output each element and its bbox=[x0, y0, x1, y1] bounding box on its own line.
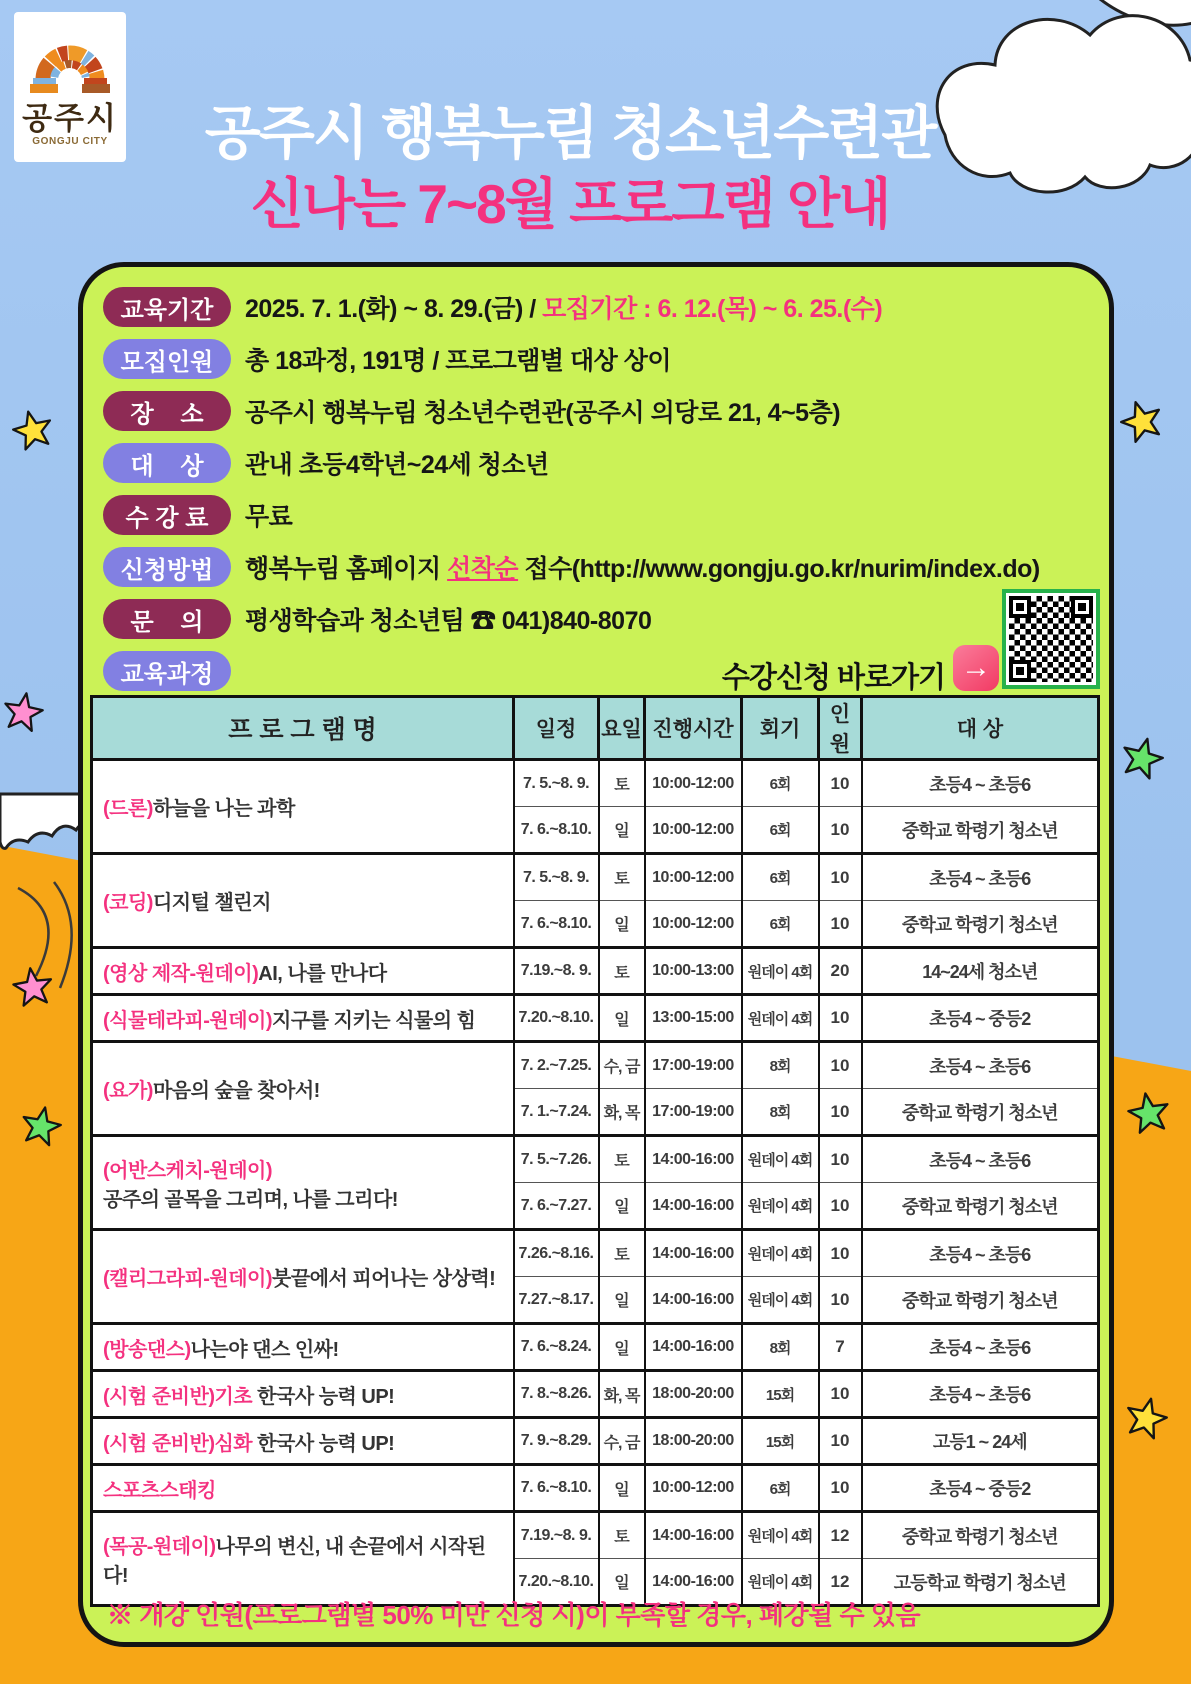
program-row bbox=[92, 995, 1099, 1042]
capacity-cell: 10 bbox=[819, 1089, 862, 1136]
program-row bbox=[92, 1230, 1099, 1277]
info-label-pill: 장 소 bbox=[103, 391, 231, 431]
program-prefix: (방송댄스) bbox=[103, 1338, 191, 1361]
page-title: 공주시 행복누림 청소년수련관 bbox=[204, 101, 936, 166]
schedule-cell: 7.26.~8.16. bbox=[514, 1230, 599, 1277]
info-text bbox=[245, 289, 882, 325]
program-name-cell bbox=[92, 854, 514, 948]
day-cell: 일 bbox=[599, 901, 645, 948]
program-prefix: (시험 준비반)기초 bbox=[103, 1385, 253, 1408]
capacity-cell: 10 bbox=[819, 1371, 862, 1418]
day-cell: 일 bbox=[599, 1465, 645, 1512]
schedule-cell: 7. 5.~8. 9. bbox=[514, 854, 599, 901]
schedule-cell: 7. 1.~7.24. bbox=[514, 1089, 599, 1136]
program-prefix: (영상 제작-원데이) bbox=[103, 962, 259, 985]
program-row bbox=[92, 1465, 1099, 1512]
time-cell: 17:00-19:00 bbox=[645, 1089, 742, 1136]
schedule-cell: 7.19.~8. 9. bbox=[514, 1512, 599, 1559]
day-cell: 수, 금 bbox=[599, 1042, 645, 1089]
program-row bbox=[92, 760, 1099, 807]
program-title: 마음의 숲을 찾아서! bbox=[152, 1080, 320, 1102]
program-prefix: (캘리그라피-원데이) bbox=[103, 1268, 273, 1290]
star-icon bbox=[0, 686, 50, 739]
program-name-cell bbox=[92, 1512, 514, 1606]
star-icon bbox=[1112, 392, 1172, 452]
star-icon bbox=[5, 403, 61, 459]
sessions-cell: 8회 bbox=[742, 1089, 819, 1136]
page-subtitle: 신나는 7~8월 프로그램 안내 bbox=[250, 173, 890, 235]
info-text bbox=[245, 341, 671, 377]
sessions-cell: 15회 bbox=[742, 1371, 819, 1418]
program-title: 한국사 능력 UP! bbox=[252, 1385, 395, 1408]
day-cell: 토 bbox=[599, 854, 645, 901]
capacity-cell: 10 bbox=[819, 901, 862, 948]
program-title: 붓끝에서 피어나는 상상력! bbox=[272, 1268, 496, 1290]
time-cell: 14:00-16:00 bbox=[645, 1559, 742, 1606]
target-cell: 고등학교 학령기 청소년 bbox=[862, 1559, 1099, 1606]
sessions-cell: 원데이 4회 bbox=[742, 1183, 819, 1230]
target-cell: 초등4 ~ 초등6 bbox=[862, 1042, 1099, 1089]
schedule-cell: 7. 6.~8.10. bbox=[514, 901, 599, 948]
time-cell: 14:00-16:00 bbox=[645, 1183, 742, 1230]
sessions-cell: 8회 bbox=[742, 1042, 819, 1089]
plain-text: 관내 초등4학년~24세 청소년 bbox=[245, 451, 549, 479]
program-title: 디지털 챌린지 bbox=[152, 892, 271, 914]
program-name-cell bbox=[92, 948, 514, 995]
program-name-cell bbox=[92, 1136, 514, 1230]
schedule-cell: 7. 6.~8.10. bbox=[514, 1465, 599, 1512]
info-text bbox=[245, 497, 292, 533]
day-cell: 일 bbox=[599, 1277, 645, 1324]
schedule-cell: 7. 8.~8.26. bbox=[514, 1371, 599, 1418]
info-row bbox=[103, 541, 1093, 593]
program-title: AI, 나를 만나다 bbox=[258, 962, 387, 985]
target-cell: 고등1 ~ 24세 bbox=[862, 1418, 1099, 1465]
plain-text: 무료 bbox=[245, 503, 293, 531]
program-prefix: (식물테라피-원데이) bbox=[103, 1009, 273, 1032]
sessions-cell: 6회 bbox=[742, 760, 819, 807]
capacity-cell: 12 bbox=[819, 1512, 862, 1559]
info-label-pill: 교육기간 bbox=[103, 287, 231, 327]
program-prefix: 스포츠스태킹 bbox=[103, 1479, 216, 1502]
signup-cta-label: 수강신청 바로가기 bbox=[721, 662, 945, 694]
day-cell: 토 bbox=[599, 1230, 645, 1277]
time-cell: 10:00-12:00 bbox=[645, 760, 742, 807]
logo-city-name-en: GONGJU CITY bbox=[32, 136, 108, 147]
logo-city-name: 공주시 bbox=[22, 101, 118, 136]
plain-text: 공주시 행복누림 청소년수련관(공주시 의당로 21, 4~5층) bbox=[245, 399, 841, 427]
schedule-cell: 7. 6.~7.27. bbox=[514, 1183, 599, 1230]
highlighted-text: 모집기간 : 6. 12.(목) ~ 6. 25.(수) bbox=[542, 295, 883, 323]
capacity-cell: 10 bbox=[819, 807, 862, 854]
column-header: 일정 bbox=[514, 697, 599, 760]
program-prefix: (어반스케치-원데이) bbox=[103, 1159, 273, 1182]
schedule-cell: 7. 5.~8. 9. bbox=[514, 760, 599, 807]
program-title: 나무의 변신, 내 손끝에서 시작된다! bbox=[103, 1535, 486, 1587]
time-cell: 18:00-20:00 bbox=[645, 1371, 742, 1418]
target-cell: 중학교 학령기 청소년 bbox=[862, 901, 1099, 948]
sessions-cell: 원데이 4회 bbox=[742, 1230, 819, 1277]
program-table bbox=[90, 695, 1100, 1607]
day-cell: 토 bbox=[599, 1512, 645, 1559]
program-prefix: (시험 준비반)심화 bbox=[103, 1432, 253, 1455]
program-title: 하늘을 나는 과학 bbox=[152, 798, 295, 820]
target-cell: 초등4 ~ 초등6 bbox=[862, 760, 1099, 807]
column-header: 요일 bbox=[599, 697, 645, 760]
info-rows bbox=[103, 281, 1093, 697]
capacity-cell: 12 bbox=[819, 1559, 862, 1606]
column-header: 인원 bbox=[819, 697, 862, 760]
program-row bbox=[92, 1136, 1099, 1183]
time-cell: 10:00-12:00 bbox=[645, 807, 742, 854]
info-row bbox=[103, 333, 1093, 385]
capacity-cell: 10 bbox=[819, 1183, 862, 1230]
schedule-cell: 7. 9.~8.29. bbox=[514, 1418, 599, 1465]
program-title: 공주의 골목을 그리며, 나를 그리다! bbox=[103, 1188, 398, 1211]
info-row bbox=[103, 385, 1093, 437]
program-prefix: (드론) bbox=[103, 798, 153, 820]
qr-pattern bbox=[1009, 596, 1093, 682]
footer-note: ※ 개강 인원(프로그램별 50% 미만 신청 시)이 부족할 경우, 폐강될 수 있음 bbox=[107, 1600, 921, 1630]
arrow-right-icon: → bbox=[961, 651, 991, 684]
program-name-cell bbox=[92, 1371, 514, 1418]
time-cell: 18:00-20:00 bbox=[645, 1418, 742, 1465]
sessions-cell: 원데이 4회 bbox=[742, 948, 819, 995]
schedule-cell: 7. 2.~7.25. bbox=[514, 1042, 599, 1089]
program-prefix: (요가) bbox=[103, 1080, 153, 1102]
time-cell: 10:00-12:00 bbox=[645, 1465, 742, 1512]
program-row bbox=[92, 1418, 1099, 1465]
column-header: 진행시간 bbox=[645, 697, 742, 760]
target-cell: 14~24세 청소년 bbox=[862, 948, 1099, 995]
program-name-cell bbox=[92, 1230, 514, 1324]
program-prefix: (목공-원데이) bbox=[103, 1535, 216, 1558]
capacity-cell: 10 bbox=[819, 1465, 862, 1512]
day-cell: 토 bbox=[599, 948, 645, 995]
target-cell: 초등4 ~ 초등6 bbox=[862, 1136, 1099, 1183]
column-header: 대 상 bbox=[862, 697, 1099, 760]
target-cell: 초등4 ~ 중등2 bbox=[862, 995, 1099, 1042]
table-header-row bbox=[92, 697, 1099, 760]
plain-text: 평생학습과 청소년팀 ☎ 041)840-8070 bbox=[245, 607, 652, 635]
capacity-cell: 20 bbox=[819, 948, 862, 995]
capacity-cell: 10 bbox=[819, 1230, 862, 1277]
info-label-pill: 모집인원 bbox=[103, 339, 231, 379]
program-name-cell bbox=[92, 1418, 514, 1465]
time-cell: 14:00-16:00 bbox=[645, 1136, 742, 1183]
program-title: 지구를 지키는 식물의 힘 bbox=[272, 1009, 476, 1032]
schedule-cell: 7. 6.~8.10. bbox=[514, 807, 599, 854]
time-cell: 14:00-16:00 bbox=[645, 1512, 742, 1559]
star-icon bbox=[1113, 730, 1172, 789]
time-cell: 13:00-15:00 bbox=[645, 995, 742, 1042]
schedule-cell: 7.19.~8. 9. bbox=[514, 948, 599, 995]
sessions-cell: 원데이 4회 bbox=[742, 1512, 819, 1559]
info-row bbox=[103, 593, 1093, 645]
highlighted-text: 선착순 bbox=[447, 555, 519, 583]
info-row bbox=[103, 489, 1093, 541]
capacity-cell: 10 bbox=[819, 1136, 862, 1183]
schedule-cell: 7. 6.~8.24. bbox=[514, 1324, 599, 1371]
time-cell: 14:00-16:00 bbox=[645, 1324, 742, 1371]
time-cell: 10:00-12:00 bbox=[645, 854, 742, 901]
day-cell: 화, 목 bbox=[599, 1371, 645, 1418]
target-cell: 중학교 학령기 청소년 bbox=[862, 1277, 1099, 1324]
day-cell: 수, 금 bbox=[599, 1418, 645, 1465]
time-cell: 10:00-13:00 bbox=[645, 948, 742, 995]
schedule-cell: 7.20.~8.10. bbox=[514, 995, 599, 1042]
info-text bbox=[245, 601, 651, 637]
time-cell: 10:00-12:00 bbox=[645, 901, 742, 948]
column-header: 회기 bbox=[742, 697, 819, 760]
program-title: 나는야 댄스 인싸! bbox=[190, 1338, 339, 1361]
capacity-cell: 10 bbox=[819, 995, 862, 1042]
sessions-cell: 6회 bbox=[742, 901, 819, 948]
time-cell: 14:00-16:00 bbox=[645, 1230, 742, 1277]
day-cell: 토 bbox=[599, 760, 645, 807]
star-icon bbox=[14, 1100, 69, 1155]
capacity-cell: 10 bbox=[819, 760, 862, 807]
info-row bbox=[103, 281, 1093, 333]
target-cell: 초등4 ~ 초등6 bbox=[862, 1230, 1099, 1277]
info-panel bbox=[78, 262, 1114, 1647]
target-cell: 중학교 학령기 청소년 bbox=[862, 807, 1099, 854]
program-row bbox=[92, 1042, 1099, 1089]
star-icon bbox=[1121, 1086, 1177, 1142]
schedule-cell: 7. 5.~7.26. bbox=[514, 1136, 599, 1183]
program-title: 한국사 능력 UP! bbox=[252, 1432, 395, 1455]
info-label-pill: 수 강 료 bbox=[103, 495, 231, 535]
program-row bbox=[92, 1371, 1099, 1418]
target-cell: 초등4 ~ 초등6 bbox=[862, 1371, 1099, 1418]
sessions-cell: 원데이 4회 bbox=[742, 1136, 819, 1183]
program-name-cell bbox=[92, 760, 514, 854]
target-cell: 초등4 ~ 초등6 bbox=[862, 1324, 1099, 1371]
info-text bbox=[245, 549, 1040, 585]
qr-code[interactable] bbox=[1002, 589, 1100, 689]
capacity-cell: 10 bbox=[819, 1418, 862, 1465]
info-label-pill: 문 의 bbox=[103, 599, 231, 639]
plain-text: 2025. 7. 1.(화) ~ 8. 29.(금) / bbox=[245, 295, 543, 323]
program-row bbox=[92, 854, 1099, 901]
sessions-cell: 원데이 4회 bbox=[742, 995, 819, 1042]
time-cell: 17:00-19:00 bbox=[645, 1042, 742, 1089]
day-cell: 일 bbox=[599, 995, 645, 1042]
program-prefix: (코딩) bbox=[103, 892, 153, 914]
target-cell: 중학교 학령기 청소년 bbox=[862, 1183, 1099, 1230]
sessions-cell: 6회 bbox=[742, 807, 819, 854]
sessions-cell: 원데이 4회 bbox=[742, 1277, 819, 1324]
day-cell: 일 bbox=[599, 1183, 645, 1230]
sessions-cell: 6회 bbox=[742, 854, 819, 901]
target-cell: 초등4 ~ 초등6 bbox=[862, 854, 1099, 901]
sessions-cell: 15회 bbox=[742, 1418, 819, 1465]
time-cell: 14:00-16:00 bbox=[645, 1277, 742, 1324]
column-header: 프 로 그 램 명 bbox=[92, 697, 514, 760]
capacity-cell: 10 bbox=[819, 1042, 862, 1089]
sessions-cell: 원데이 4회 bbox=[742, 1559, 819, 1606]
info-label-pill: 신청방법 bbox=[103, 547, 231, 587]
day-cell: 토 bbox=[599, 1136, 645, 1183]
sessions-cell: 6회 bbox=[742, 1465, 819, 1512]
program-row bbox=[92, 948, 1099, 995]
capacity-cell: 10 bbox=[819, 1277, 862, 1324]
sessions-cell: 8회 bbox=[742, 1324, 819, 1371]
target-cell: 초등4 ~ 중등2 bbox=[862, 1465, 1099, 1512]
program-row bbox=[92, 1512, 1099, 1559]
day-cell: 화, 목 bbox=[599, 1089, 645, 1136]
info-text bbox=[245, 445, 549, 481]
day-cell: 일 bbox=[599, 1324, 645, 1371]
program-name-cell bbox=[92, 995, 514, 1042]
schedule-cell: 7.20.~8.10. bbox=[514, 1559, 599, 1606]
day-cell: 일 bbox=[599, 807, 645, 854]
plain-text: 접수(http://www.gongju.go.kr/nurim/index.do) bbox=[518, 555, 1040, 583]
program-name-cell bbox=[92, 1042, 514, 1136]
plain-text: 총 18과정, 191명 / 프로그램별 대상 상이 bbox=[245, 347, 672, 375]
info-label-pill: 대 상 bbox=[103, 443, 231, 483]
day-cell: 일 bbox=[599, 1559, 645, 1606]
plain-text: 행복누림 홈페이지 bbox=[245, 555, 448, 583]
program-name-cell bbox=[92, 1465, 514, 1512]
info-row bbox=[103, 437, 1093, 489]
info-label-pill: 교육과정 bbox=[103, 651, 231, 691]
star-icon bbox=[7, 962, 59, 1014]
target-cell: 중학교 학령기 청소년 bbox=[862, 1512, 1099, 1559]
capacity-cell: 10 bbox=[819, 854, 862, 901]
schedule-cell: 7.27.~8.17. bbox=[514, 1277, 599, 1324]
capacity-cell: 7 bbox=[819, 1324, 862, 1371]
info-text bbox=[245, 393, 840, 429]
program-row bbox=[92, 1324, 1099, 1371]
signup-arrow-button[interactable] bbox=[953, 645, 999, 691]
target-cell: 중학교 학령기 청소년 bbox=[862, 1089, 1099, 1136]
program-name-cell bbox=[92, 1324, 514, 1371]
